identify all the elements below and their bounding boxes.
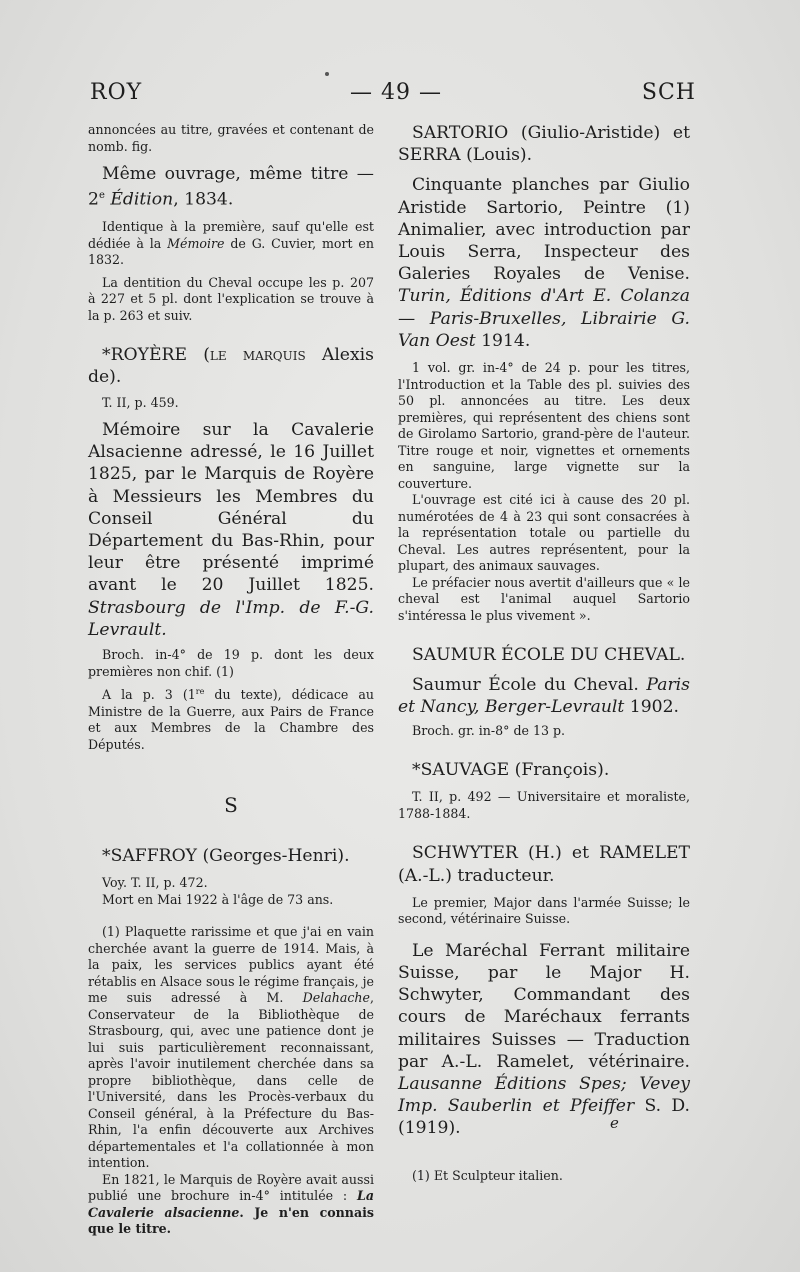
footnote-sculptor: (1) Et Sculpteur italien. xyxy=(412,1167,563,1183)
sartorio-note: L'ouvrage est cité ici à cause des 20 pl. numérotées de 4 à 23 qui sont consacrées à la représentation totale ou partielle du Cheval. Les autres représentent, pour la plupart, des animaux sauvages. xyxy=(398,492,690,574)
sauvage-heading: *SAUVAGE (François). xyxy=(412,760,610,781)
sartorio-description: 1 vol. gr. in-4° de 24 p. pour les titres, l'Introduction et la Table des pl. suivies des 50 pl. annoncées au titre. Les deux premières, qui représentent des chiens sont de Girolamo Sartorio, grand-père de l'auteur. Titre rouge et noir, vignettes et ornements en sanguine, large vignette sur la couverture. xyxy=(398,360,690,491)
saffroy-death: Mort en Mai 1922 à l'âge de 73 ans. xyxy=(102,891,334,907)
sartorio-heading: SARTORIO (Giulio-Aristide) et SERRA (Louis). xyxy=(398,123,690,166)
sartorio-title: Cinquante planches par Giulio Aristide Sartorio, Peintre (1) Animalier, avec introduction par Louis Serra, Inspecteur des Galeries Royales de Venise. Turin, Éditions d'Art E. Colanza — Paris-Bruxelles, Librairie G. Van Oest 1914. xyxy=(398,175,690,351)
saffroy-reference: Voy. T. II, p. 472. xyxy=(102,875,208,891)
royere-reference: T. II, p. 459. xyxy=(102,394,179,410)
ink-dot xyxy=(325,72,329,76)
sauvage-reference: T. II, p. 492 — Universitaire et moraliste, 1788-1884. xyxy=(398,789,690,821)
signature-mark: e xyxy=(610,1114,619,1132)
footnote-continued: En 1821, le Marquis de Royère avait aussi publié une brochure in-4° intitulée : La Cavalerie alsacienne. Je n'en connais que le titre. xyxy=(88,1171,374,1237)
running-head-left: ROY xyxy=(90,80,143,105)
second-edition-note: Identique à la première, sauf qu'elle est dédiée à la Mémoire de G. Cuvier, mort en 1832. xyxy=(88,219,374,268)
royere-dedication: A la p. 3 (1re du texte), dédicace au Ministre de la Guerre, aux Pairs de France et aux Membres de la Chambre des Députés. xyxy=(88,687,374,752)
schwyter-note: Le premier, Major dans l'armée Suisse; le second, vétérinaire Suisse. xyxy=(398,894,690,927)
royere-heading: *ROYÈRE (le marquis Alexis de). xyxy=(88,345,374,388)
section-letter: S xyxy=(224,793,238,818)
left-column xyxy=(88,122,374,1238)
schwyter-title: Le Maréchal Ferrant militaire Suisse, par le Major H. Schwyter, Commandant des cours de Maréchaux ferrants militaires Suisses — Traduction par A.-L. Ramelet, vétérinaire. Lausanne Éditions Spes; Vevey Imp. Sauberlin et Pfeiffer S. D. (1919). xyxy=(398,940,691,1139)
sartorio-preface: Le préfacier nous avertit d'ailleurs que « le cheval est l'animal auquel Sartorio s'intéressa le plus vivement ». xyxy=(398,574,690,623)
saffroy-heading: *SAFFROY (Georges-Henri). xyxy=(102,846,350,867)
continued-text: annoncées au titre, gravées et contenant de nomb. fig. xyxy=(88,122,374,154)
footnote-text: (1) Plaquette rarissime et que j'ai en vain cherchée avant la guerre de 1914. Mais, à la paix, les services publics ayant été rétablis en Alsace sous le régime français, je me suis adressé à M. Delahache, Conservateur de la Bibliothèque de Strasbourg, qui, avec une patience dont je lui suis particulièrement reconnaissant, après l'avoir inutilement cherchée dans sa propre bibliothèque, dans celle de l'Université, dans les Procès-verbaux du Conseil général, à la Préfecture du Bas-Rhin, l'a enfin découverte aux Archives départementales et l'a collationnée à mon intention. xyxy=(88,924,374,1171)
running-head-right: SCH xyxy=(641,80,696,105)
royere-title: Mémoire sur la Cavalerie Alsacienne adressé, le 16 Juillet 1825, par le Marquis de Royère à Messieurs les Membres du Conseil Général du Département du Bas-Rhin, pour leur être présenté imprimé avant le 20 Juillet 1825. Strasbourg de l'Imp. de F.-G. Levrault. xyxy=(88,420,374,640)
second-edition-title: Même ouvrage, même titre — 2e Édition, 1834. xyxy=(88,164,374,210)
royere-brochure: Broch. in-4° de 19 p. dont les deux premières non chif. (1) xyxy=(88,647,374,679)
schwyter-heading: SCHWYTER (H.) et RAMELET (A.-L.) traducteur. xyxy=(398,843,690,886)
right-column xyxy=(398,122,690,1184)
saumur-heading: SAUMUR ÉCOLE DU CHEVAL. xyxy=(412,645,686,666)
dentition-note: La dentition du Cheval occupe les p. 207 à 227 et 5 pl. dont l'explication se trouve à la p. 263 et suiv. xyxy=(88,274,374,323)
saumur-brochure: Broch. gr. in-8° de 13 p. xyxy=(412,722,566,738)
saumur-title: Saumur École du Cheval. Paris et Nancy, Berger-Levrault 1902. xyxy=(398,675,690,718)
page-number: — 49 — xyxy=(350,80,442,105)
